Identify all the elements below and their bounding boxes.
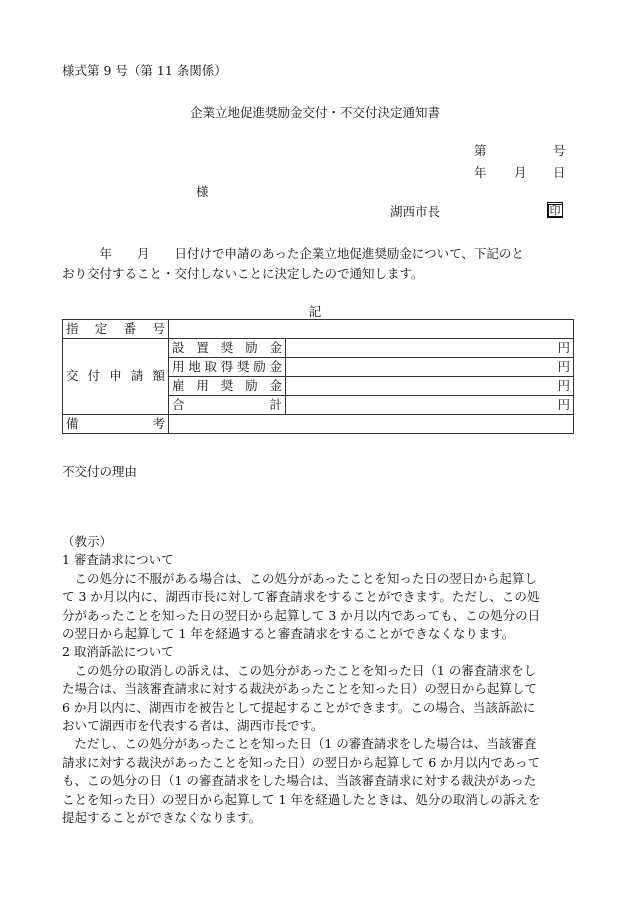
seal-text: 印	[549, 203, 561, 217]
notice-line: の翌日から起算して 1 年を経過すると審査請求をすることができなくなります。	[62, 626, 515, 642]
form-number: 様式第 9 号（第 11 条関係）	[62, 63, 227, 78]
notice-line: ただし、この処分があったことを知った日（1 の審査請求をした場合は、当該審査	[62, 736, 537, 752]
item-label-employment: 雇 用 奨 励 金	[169, 377, 286, 396]
table-row	[63, 415, 574, 434]
item-value-employment: 円	[286, 377, 574, 396]
addressee-suffix: 様	[196, 184, 209, 199]
notice-line: 6 か月以内に、湖西市を被告として提起することができます。この場合、当該訴訟に	[62, 699, 536, 715]
notice-line: 提起することができなくなります。	[62, 810, 262, 826]
non-grant-reason-label: 不交付の理由	[62, 464, 138, 479]
notice-line: 1 審査請求について	[62, 552, 174, 568]
body-text-line-1: 年 月 日付けで申請のあった企業立地促進奨励金について、下記のと	[62, 246, 524, 261]
date-year-label: 年	[474, 165, 487, 180]
notice-line: も、この処分の日（1 の審査請求をした場合は、当該審査請求に対する裁決があった	[62, 773, 537, 789]
notice-line: おいて湖西市を代表する者は、湖西市長です。	[62, 718, 324, 734]
item-label-total: 合 計	[169, 396, 286, 415]
notice-line: 2 取消訴訟について	[62, 644, 174, 660]
notice-line: 請求に対する裁決があったことを知った日）の翌日から起算して 6 か月以内であって	[62, 754, 541, 770]
designation-number-label: 指 定 番 号	[63, 320, 169, 339]
notice-line: この処分に不服がある場合は、この処分があったことを知った日の翌日から起算し	[62, 570, 537, 586]
item-value-total: 円	[286, 396, 574, 415]
date-month-label: 月	[514, 165, 527, 180]
issuer-name: 湖西市長	[390, 204, 441, 219]
table-row	[63, 320, 574, 339]
notice-line: た場合は、当該審査請求に対する裁決があったことを知った日）の翌日から起算して	[62, 681, 537, 697]
grant-table	[62, 319, 574, 434]
table-row	[63, 339, 574, 358]
item-label-land: 用地取得奨励金	[169, 358, 286, 377]
date-day-label: 日	[553, 165, 566, 180]
notice-line: 分があったことを知った日の翌日から起算して 3 か月以内であっても、この処分の日	[62, 607, 541, 623]
ki-heading: 記	[308, 304, 322, 319]
notice-line: この処分の取消しの訴えは、この処分があったことを知った日（1 の審査請求をし	[62, 662, 537, 678]
document-title: 企業立地促進奨励金交付・不交付決定通知書	[189, 105, 440, 120]
notice-line: ことを知った日）の翌日から起算して 1 年を経過したときは、処分の取消しの訴えを	[62, 791, 541, 807]
item-label-installation: 設 置 奨 励 金	[169, 339, 286, 358]
item-value-installation: 円	[286, 339, 574, 358]
doc-number-suffix: 号	[553, 143, 566, 158]
notice-heading: （教示）	[62, 534, 113, 549]
seal-icon	[547, 202, 563, 218]
instruction-notice	[62, 533, 582, 828]
designation-number-value	[169, 320, 574, 339]
item-value-land: 円	[286, 358, 574, 377]
grant-amount-label: 交 付 申 請 額	[63, 339, 169, 415]
remarks-value	[169, 415, 574, 434]
notice-line: て 3 か月以内に、湖西市長に対して審査請求をすることができます。ただし、この処	[62, 589, 540, 605]
remarks-label: 備 考	[63, 415, 169, 434]
body-text-line-2: おり交付すること・交付しないことに決定したので通知します。	[62, 266, 424, 281]
doc-number-label: 第	[474, 143, 487, 158]
